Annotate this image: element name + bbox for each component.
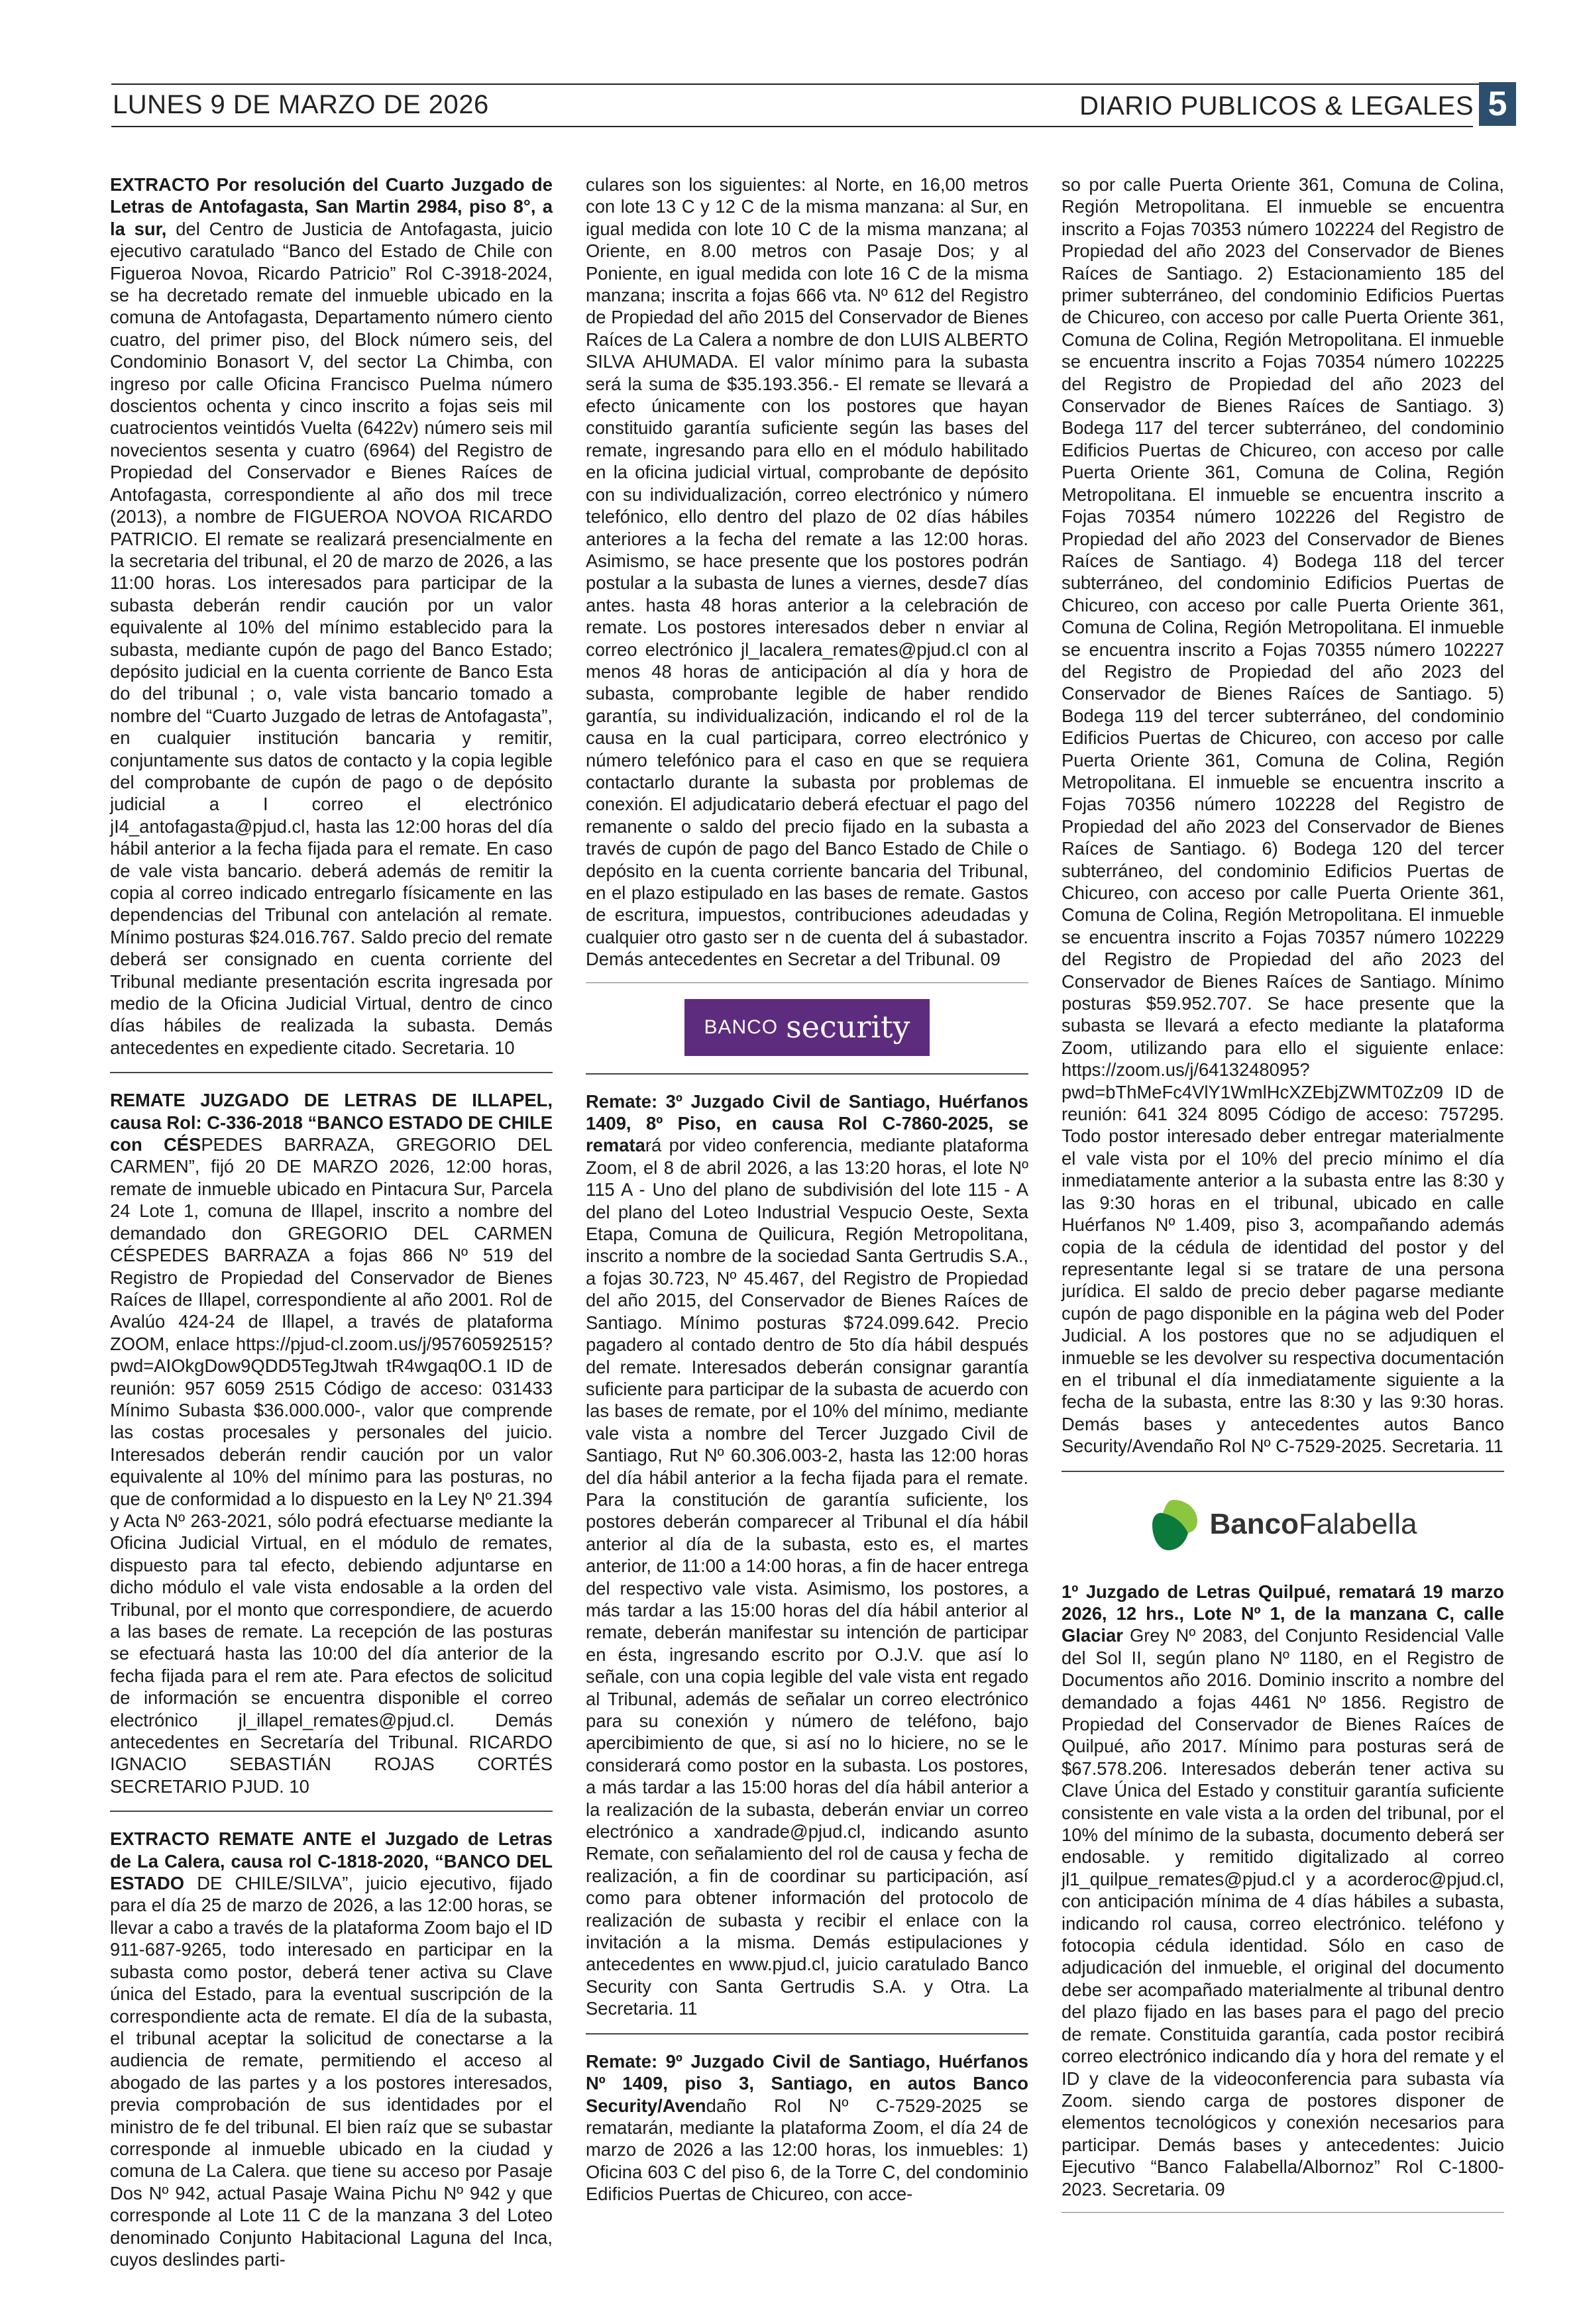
- notice-illapel: [110, 1089, 553, 1797]
- logo-word-banco: BANCO: [704, 1016, 779, 1038]
- notice-la-calera-cont: [586, 174, 1028, 971]
- notice-body: del Centro de Justicia de Antofagasta, juicio ejecutivo caratulado “Banco del Estado de Chile con Figueroa Novoa, Ricardo Patricio” Rol C-3918-2024, se ha decretado remate del inmueble ubicado en la comuna de Antofagasta, Departamento número ciento cuatro, del primer piso, del Block número seis, del Condominio Bonasort V, del sector La Chimba, con ingreso por calle Oficina Francisco Puelma número doscientos ochenta y cinco inscrito a fojas seis mil cuatrocientos veintidós Vuelta (6422v) número seis mil novecientos sesenta y cuatro (6964) del Registro de Propiedad del Conservador e Bienes Raíces de Antofagasta, correspondiente al año dos mil trece (2013), a nombre de FIGUEROA NOVOA RICARDO PATRICIO. El remate se realizará presencialmente en la secretaria del tribunal, el 20 de marzo de 2026, a las 11:00 horas. Los interesados para participar de la subasta deberán rendir caución por un valor equivalente al 10% del mínimo establecido para la subasta, mediante cupón de pago del Banco Estado; depósito judicial en la cuenta corriente de Banco Esta do del tribunal ; o, vale vista bancario tomado a nombre del “Cuarto Juzgado de letras de Antofagasta”, en cualquier institución bancaria y remitir, conjuntamente sus datos de contacto y la copia legible del comprobante de cupón de pago o de depósito judicial a I correo el electrónico jI4_antofagasta@pjud.cl, hasta las 12:00 horas del día hábil anterior a la fecha fijada para el remate. En caso de vale vista bancario. deberá además de remitir la copia al correo indicado entregarlo físicamente en las dependencias del Tribunal con antelación al remate. Mínimo posturas $24.016.767. Saldo precio del remate deberá ser consignado en cuenta corriente del Tribunal mediante presentación escrita ingresada por medio de la Oficina Judicial Virtual, dentro de cinco días hábiles de realizada la subasta. Demás antecedentes en expediente citado. Secretaria. 10: [110, 218, 553, 1058]
- notice-separator: [586, 982, 1028, 983]
- issue-date: LUNES 9 DE MARZO DE 2026: [113, 90, 489, 119]
- notice-separator: [1062, 1471, 1504, 1472]
- notice-body: PEDES BARRAZA, GREGORIO DEL CARMEN”, fijó 20 DE MARZO 2026, 12:00 horas, remate de inmueble ubicado en Pintacura Sur, Parcela 24 Lote 1, comuna de Illapel, inscrito a nombre del demandado don GREGORIO DEL CARMEN CÉSPEDES BARRAZA a fojas 866 Nº 519 del Registro de Propiedad del Conservador de Bienes Raíces de Illapel, correspondiente al año 2001. Rol de Avalúo 424-24 de Illapel, a través de plataforma ZOOM, enlace https://pjud-cl.zoom.us/j/95760592515?pwd=AIOkgDow9QDD5TegJtwah tR4wgaq0O.1 ID de reunión: 957 6059 2515 Código de acceso: 031433 Mínimo Subasta $36.000.000-, valor que comprende las costas procesales y personales del juicio. Interesados deberán rendir caución por un valor equivalente al 10% del mínimo para las posturas, no que de conformidad a lo dispuesto en la Ley Nº 21.394 y Acta Nº 263-2021, sólo podrá efectuarse mediante la Oficina Judicial Virtual, en el módulo de remates, dispuesto para tal efecto, debiendo adjuntarse en dicho módulo el vale vista endosable a la orden del Tribunal, por el monto que correspondiere, de acuerdo a las bases de remate. La recepción de las posturas se efectuará hasta las 10:00 del día anterior de la fecha fijada para el rem ate. Para efectos de solicitud de información se encuentra disponible el correo electrónico jl_illapel_remates@pjud.cl. Demás antecedentes en Secretaría del Tribunal. RICARDO IGNACIO SEBASTIÁN ROJAS CORTÉS SECRETARIO PJUD. 10: [110, 1134, 553, 1797]
- notice-body: culares son los siguientes: al Norte, en 16,00 metros con lote 13 C y 12 C de la misma manzana: al Sur, en igual medida con lote 10 C de la misma manzana; al Oriente, en 8.00 metros con Pasaje Dos; y al Poniente, en igual medida con lote 16 C de la misma manzana; inscrita a fojas 666 vta. Nº 612 del Registro de Propiedad del año 2015 del Conservador de Bienes Raíces de La Calera a nombre de don LUIS ALBERTO SILVA AHUMADA. El valor mínimo para la subasta será la suma de $35.193.356.- El remate se llevará a efecto únicamente con los postores que hayan constituido garantía suficiente según las bases del remate, ingresando para ello en el módulo habilitado en la oficina judicial virtual, comprobante de depósito con su individualización, correo electrónico y número telefónico, ello dentro del plazo de 02 días hábiles anteriores a la fecha del remate a las 12:00 horas. Asimismo, se hace presente que los postores podrán postular a la subasta de lunes a viernes, desde7 días antes. hasta 48 horas anterior a la celebración de remate. Los postores interesados deber n enviar al correo electrónico jl_lacalera_remates@pjud.cl con al menos 48 horas de anticipación al día y hora de subasta, comprobante legible de haber rendido garantía, su individualización, indicando el rol de la causa en la cual participara, correo electrónico y número telefónico para el caso en que se requiera contactarlo durante la subasta por problemas de conexión. El adjudicatario deberá efectuar el pago del remanente o saldo del precio fijado en la subasta a través de cupón de pago del Banco Estado de Chile o depósito en la cuenta corriente bancaria del Tribunal, en el plazo estipulado en las bases de remate. Gastos de escritura, impuestos, contribuciones adeudadas y cualquier otro gasto ser n de cuenta del á subastador. Demás antecedentes en Secretar a del Tribunal. 09: [586, 174, 1028, 970]
- notice-lead: EXTRACTO REMATE ANTE el Juzgado de Letras de La Calera, causa rol C-1818-2020, “BANCO DEL ESTADO: [110, 1828, 553, 1894]
- falabella-wordmark: [1209, 1507, 1417, 1540]
- notice-antofagasta: [110, 174, 553, 1059]
- notice-lead: 1º Juzgado de Letras Quilpué, rematará 19 marzo 2026, 12 hrs., Lote Nº 1, de la manzana C, calle Glaciar: [1062, 1581, 1504, 1646]
- column-3: [1062, 174, 1504, 2226]
- banco-falabella-logo: [1062, 1488, 1504, 1561]
- notice-quilicura: [586, 1090, 1028, 2020]
- header-bottom-rule: [111, 126, 1473, 127]
- logo-word-security: security: [786, 1008, 910, 1045]
- notice-la-calera: [110, 1828, 553, 2270]
- notice-chicureo: [586, 2050, 1028, 2205]
- notice-separator: [1062, 2212, 1504, 2213]
- column-1: [110, 174, 553, 2270]
- notice-separator: [110, 1072, 553, 1073]
- notice-separator: [586, 1073, 1028, 1075]
- notice-chicureo-cont: [1062, 174, 1504, 1457]
- logo-word-falabella: Falabella: [1298, 1507, 1417, 1540]
- logo-word-banco: Banco: [1209, 1507, 1299, 1540]
- notice-quilpue: [1062, 1581, 1504, 2200]
- notice-body: rá por video conferencia, mediante plataforma Zoom, el 8 de abril 2026, a las 13:20 horas, el lote Nº 115 A - Uno del plano de subdivisión del lote 115 - A del plano del Loteo Industrial Vespucio Oeste, Sexta Etapa, Comuna de Quilicura, Región Metropolitana, inscrito a nombre de la sociedad Santa Gertrudis S.A., a fojas 30.723, Nº 45.467, del Registro de Propiedad del año 2015, del Conservador de Bienes Raíces de Santiago. Mínimo posturas $724.099.642. Precio pagadero al contado dentro de 5to día hábil después del remate. Interesados deberán consignar garantía suficiente para participar de la subasta de acuerdo con las bases de remate, por el 10% del mínimo, mediante vale vista a nombre del Tercer Juzgado Civil de Santiago, Rut Nº 60.306.003-2, hasta las 12:00 horas del día hábil anterior a la fecha fijada para el remate. Para la constitución de garantía suficiente, los postores deberán comparecer al Tribunal el día hábil anterior al día de la subasta, esto es, el martes anterior, de 11:00 a 14:00 horas, a fin de hacer entrega del respectivo vale vista. Asimismo, los postores, a más tardar a las 15:00 horas del día hábil anterior al remate, deberán manifestar su intención de participar en ésta, ingresando escrito por O.J.V. que así lo señale, con una copia legible del vale vista ent regado al Tribunal, además de señalar un correo electrónico para su conexión y número de teléfono, bajo apercibimiento de que, si así no lo hiciere, no se le considerará como postor en la subasta. Los postores, a más tardar a las 15:00 horas del día hábil anterior a la realización de la subasta, deberán enviar un correo electrónico a xandrade@pjud.cl, indicando asunto Remate, con señalamiento del rol de causa y fecha de realización, a fin de coordinar su participación, así como para obtener información del protocolo de realización de subasta y recibir el enlace con la invitación a la misma. Demás estipulaciones y antecedentes en www.pjud.cl, juicio caratulado Banco Security con Santa Gertrudis S.A. y Otra. La Secretaria. 11: [586, 1135, 1028, 2019]
- falabella-leaf-icon: [1148, 1496, 1200, 1553]
- notice-body: DE CHILE/SILVA”, juicio ejecutivo, fijado para el día 25 de marzo de 2026, a las 12:00 horas, se llevar a cabo a través de la plataforma Zoom bajo el ID 911-687-9265, todo interesado en participar en la subasta como postor, deberá tener activa su Clave única del Estado, para la eventual suscripción de la correspondiente acta de remate. El día de la subasta, el tribunal aceptar la solicitud de conectarse a la audiencia de remate, permitiendo el acceso al abogado de las partes y a los postores interesados, previa comprobación de sus identidades por el ministro de fe del tribunal. El bien raíz que se subastar corresponde al inmueble ubicado en la ciudad y comuna de La Calera. que tiene su acceso por Pasaje Dos Nº 942, actual Pasaje Waina Pichu Nº 942 y que corresponde al Lote 11 C de la manzana 3 del Loteo denominado Conjunto Habitacional Laguna del Inca, cuyos deslindes parti-: [110, 1873, 553, 2270]
- banco-security-logo: [684, 999, 930, 1056]
- page-number-badge: 5: [1479, 82, 1516, 126]
- notice-lead: Remate: 3º Juzgado Civil de Santiago, Huérfanos 1409, 8º Piso, en causa Rol C-7860-2025, se remata: [586, 1090, 1028, 1156]
- notice-body: so por calle Puerta Oriente 361, Comuna de Colina, Región Metropolitana. El inmueble se encuentra inscrito a Fojas 70353 número 102224 del Registro de Propiedad del año 2023 del Conservador de Bienes Raíces de Santiago. 2) Estacionamiento 185 del primer subterráneo, del condominio Edificios Puertas de Chicureo, con acceso por calle Puerta Oriente 361, Comuna de Colina, Región Metropolitana. El inmueble se encuentra inscrito a Fojas 70354 número 102225 del Registro de Propiedad del año 2023 del Conservador de Bienes Raíces de Santiago. 3) Bodega 117 del tercer subterráneo, del condominio Edificios Puertas de Chicureo, con acceso por calle Puerta Oriente 361, Comuna de Colina, Región Metropolitana. El inmueble se encuentra inscrito a Fojas 70354 número 102226 del Registro de Propiedad del año 2023 del Conservador de Bienes Raíces de Santiago. 4) Bodega 118 del tercer subterráneo, del condominio Edificios Puertas de Chicureo, con acceso por calle Puerta Oriente 361, Comuna de Colina, Región Metropolitana. El inmueble se encuentra inscrito a Fojas 70355 número 102227 del Registro de Propiedad del año 2023 del Conservador de Bienes Raíces de Santiago. 5) Bodega 119 del tercer subterráneo, del condominio Edificios Puertas de Chicureo, con acceso por calle Puerta Oriente 361, Comuna de Colina, Región Metropolitana. El inmueble se encuentra inscrito a Fojas 70356 número 102228 del Registro de Propiedad del año 2023 del Conservador de Bienes Raíces de Santiago. 6) Bodega 120 del tercer subterráneo, del condominio Edificios Puertas de Chicureo, con acceso por calle Puerta Oriente 361, Comuna de Colina, Región Metropolitana. El inmueble se encuentra inscrito a Fojas 70357 número 102229 del Registro de Propiedad del año 2023 del Conservador de Bienes Raíces de Santiago. Mínimo posturas $59.952.707. Se hace presente que la subasta se llevará a efecto mediante la plataforma Zoom, utilizando para ello el siguiente enlace: https://zoom.us/j/6413248095?pwd=bThMeFc4VlY1WmlHcXZEbjZWMT0Zz09 ID de reunión: 641 324 8095 Código de acceso: 757295. Todo postor interesado deber entregar materialmente el vale vista por el 10% del precio mínimo el día inmediatamente anterior a la subasta entre las 8:30 y las 9:30 horas en el tribunal, ubicado en calle Huérfanos Nº 1.409, piso 3, acompañando además copia de la cédula de identidad del postor y del representante legal si se tratare de una persona jurídica. El saldo de precio deber pagarse mediante cupón de pago disponible en la página web del Poder Judicial. A los postores que no se adjudiquen el inmueble se les devolver su respectiva documentación en el tribunal el día inmediatamente siguiente a la fecha de la subasta, entre las 8:30 y las 9:30 horas. Demás bases y antecedentes autos Banco Security/Avendaño Rol Nº C-7529-2025. Secretaria. 11: [1062, 174, 1504, 1457]
- column-2: [586, 174, 1028, 2205]
- header-top-rule: [111, 83, 1516, 85]
- notice-body: daño Rol Nº C-7529-2025 se rematarán, mediante la plataforma Zoom, el día 24 de marzo de 2026 a las 12:00 horas, los inmuebles: 1) Oficina 603 C del piso 6, de la Torre C, del condominio Edificios Puertas de Chicureo, con acce-: [586, 2095, 1028, 2205]
- page-header: [111, 78, 1516, 126]
- notice-body: Grey Nº 2083, del Conjunto Residencial Valle del Sol II, según plano Nº 1180, en el Registro de Documentos año 2016. Dominio inscrito a nombre del demandado a fojas 4461 Nº 1856. Registro de Propiedad del Conservador de Bienes Raíces de Quilpué, año 2017. Mínimo para posturas será de $67.578.206. Interesados deberán tener activa su Clave Única del Estado y constituir garantía suficiente consistente en vale vista a la orden del tribunal, por el 10% del mínimo de la subasta, documento deberá ser endosable. y remitido digitalizado al correo jl1_quilpue_remates@pjud.cl y a acorderoc@pjud.cl, con anticipación mínima de 4 días hábiles a subasta, indicando rol causa, correo electrónico. teléfono y fotocopia cédula identidad. Sólo en caso de adjudicación del inmueble, el original del documento debe ser acompañado materialmente al tribunal dentro del plazo fijado en las bases para el pago del precio de remate. Constituida garantía, cada postor recibirá correo electrónico indicando día y hora del remate y el ID y clave de la videoconferencia para subasta vía Zoom. siendo carga de postores disponer de elementos tecnológicos y conexión necesarios para participar. Demás bases y antecedentes: Juicio Ejecutivo “Banco Falabella/Albornoz” Rol C-1800-2023. Secretaria. 09: [1062, 1625, 1504, 2199]
- notice-lead: REMATE JUZGADO DE LETRAS DE ILLAPEL, causa Rol: C-336-2018 “BANCO ESTADO DE CHILE con CÉS: [110, 1090, 553, 1155]
- notice-separator: [586, 2033, 1028, 2034]
- notice-lead: Remate: 9º Juzgado Civil de Santiago, Huérfanos Nº 1409, piso 3, Santiago, en autos Banco Security/Aven: [586, 2050, 1028, 2116]
- notice-lead: EXTRACTO Por resolución del Cuarto Juzgado de Letras de Antofagasta, San Martin 2984, piso 8°, a la sur,: [110, 174, 553, 239]
- notice-separator: [110, 1811, 553, 1812]
- publication-title: DIARIO PUBLICOS & LEGALES: [1079, 91, 1474, 121]
